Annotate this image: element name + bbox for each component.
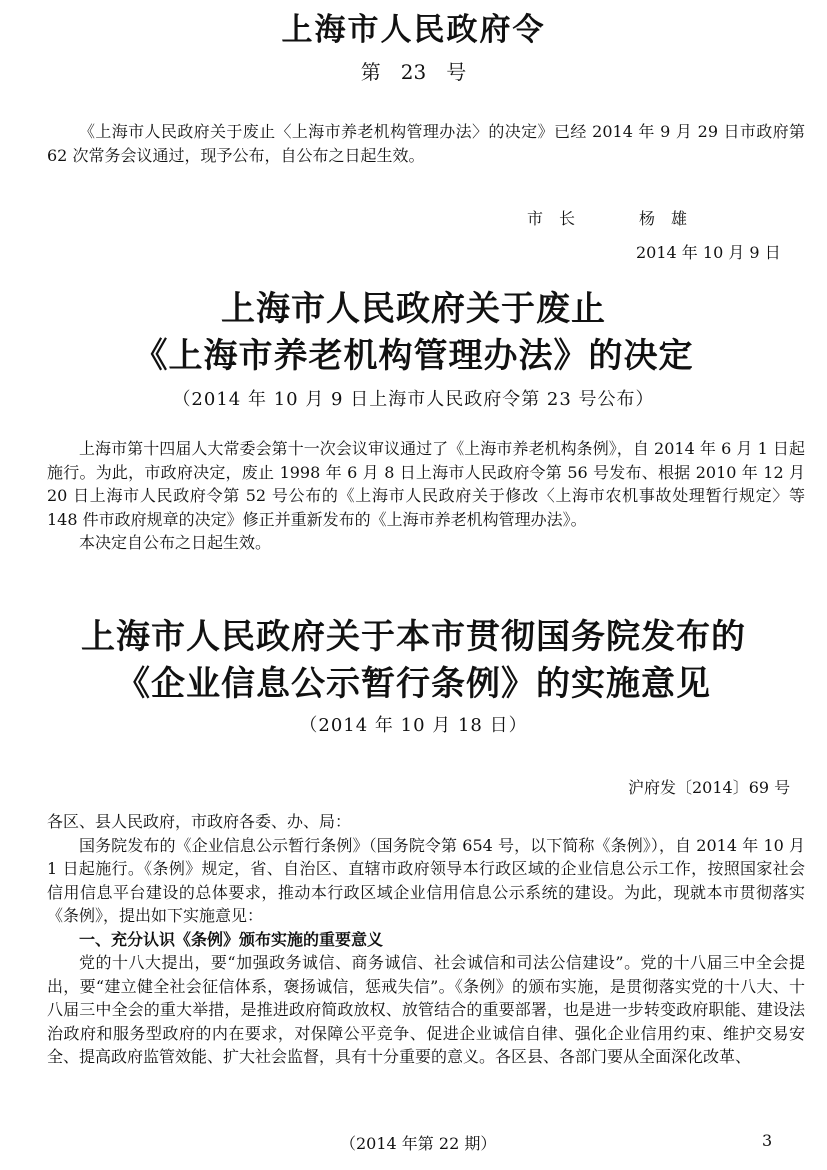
- opinion-title-line1: 上海市人民政府关于本市贯彻国务院发布的: [81, 617, 746, 657]
- decision-paragraph: 本决定自公布之日起生效。: [79, 533, 272, 552]
- decision-title-line2: 《上海市养老机构管理办法》的决定: [133, 336, 694, 376]
- decision-title-line1: 上海市人民政府关于废止: [221, 289, 606, 329]
- page-number: 3: [762, 1131, 773, 1150]
- decision-paragraph: 上海市第十四届人大常委会第十一次会议审议通过了《上海市养老机构条例》，自 2014 年 6 月 1 日起施行。为此，市政府决定，废止 1998 年 6 月 8 日上海市人民政府令第 56 号发布、根据 2010 年 12 月 20 日上海市人民政府令第 52 号公布的《上海市人民政府关于修改〈上海市农机事故处理暂行规定〉等 148 件市政府规章的决定》修正并重新发布的《上海市养老机构管理办法》。: [47, 439, 805, 529]
- order-date: 2014 年 10 月 9 日: [636, 243, 781, 262]
- opinion-intro: 国务院发布的《企业信息公示暂行条例》（国务院令第 654 号，以下简称《条例》），自 2014 年 10 月 1 日起施行。《条例》规定，省、自治区、直辖市政府领导本行政区域的企业信息公示工作，按照国家社会信用信息平台建设的总体要求，推动本行政区域企业信用信息公示系统的建设。为此，现就本市贯彻落实《条例》，提出如下实施意见：: [47, 835, 805, 925]
- decision-body: [47, 437, 805, 555]
- opinion-title-line2: 《企业信息公示暂行条例》的实施意见: [116, 664, 711, 704]
- decision-subtitle: （2014 年 10 月 9 日上海市人民政府令第 23 号公布）: [172, 389, 655, 410]
- opinion-salutation: 各区、县人民政府，市政府各委、办、局：: [47, 812, 352, 831]
- opinion-date: （2014 年 10 月 18 日）: [299, 715, 528, 736]
- order-signer: 市 长 杨 雄: [527, 209, 688, 228]
- footer-issue: （2014 年第 22 期）: [340, 1134, 497, 1153]
- order-title: 上海市人民政府令: [281, 12, 546, 48]
- section-heading: 一、充分认识《条例》颁布实施的重要意义: [79, 929, 384, 949]
- opinion-body: [47, 810, 805, 1069]
- order-body-block: [47, 120, 805, 167]
- order-number: 第 23 号: [360, 60, 467, 84]
- section-body: 党的十八大提出，要“加强政务诚信、商务诚信、社会诚信和司法公信建设”。党的十八届三中全会提出，要“建立健全社会征信体系，褒扬诚信，惩戒失信”。《条例》的颁布实施，是贯彻落实党的十八大、十八届三中全会的重大举措，是推进政府简政放权、放管结合的重要部署，也是进一步转变政府职能、建设法治政府和服务型政府的内在要求，对保障公平竞争、促进企业诚信自律、强化企业信用约束、维护交易安全、提高政府监管效能、扩大社会监督，具有十分重要的意义。各区县、各部门要从全面深化改革、: [47, 953, 805, 1066]
- opinion-doc-number: 沪府发〔2014〕69 号: [628, 778, 791, 797]
- order-body: 《上海市人民政府关于废止〈上海市养老机构管理办法〉的决定》已经 2014 年 9 月 29 日市政府第 62 次常务会议通过，现予公布，自公布之日起生效。: [47, 122, 805, 165]
